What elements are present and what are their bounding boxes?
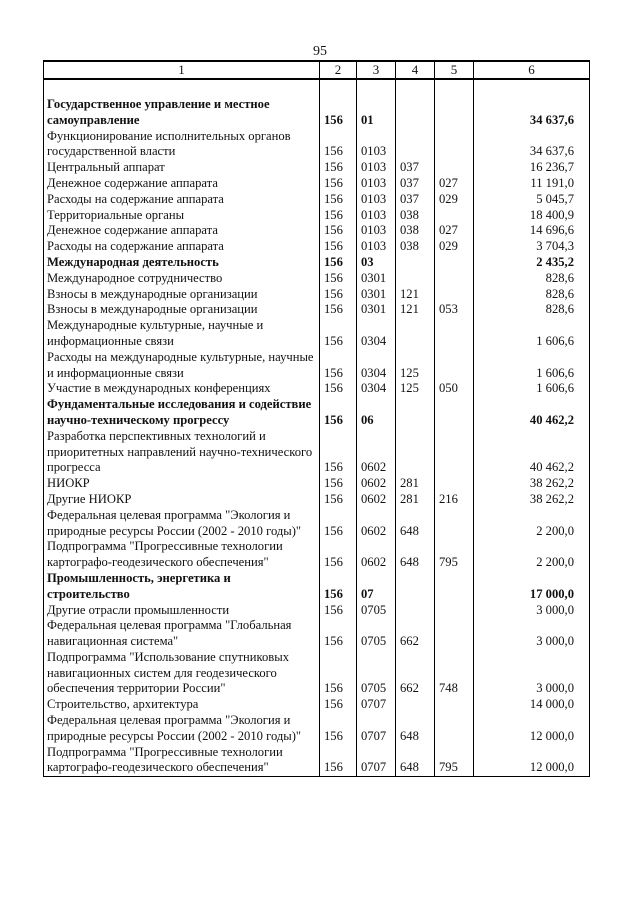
row-col-3: 0304 xyxy=(357,381,396,397)
column-header-1: 1 xyxy=(44,61,320,79)
row-col-4: 648 xyxy=(396,508,435,540)
table-row xyxy=(44,713,590,745)
row-amount: 38 262,2 xyxy=(474,492,590,508)
table-row xyxy=(44,129,590,161)
row-amount: 1 606,6 xyxy=(474,318,590,350)
row-col-3: 0705 xyxy=(357,603,396,619)
row-amount: 2 435,2 xyxy=(474,255,590,271)
column-header-2: 2 xyxy=(320,61,357,79)
row-col-2: 156 xyxy=(320,603,357,619)
row-col-3: 0301 xyxy=(357,271,396,287)
row-col-3: 0301 xyxy=(357,302,396,318)
row-col-2: 156 xyxy=(320,381,357,397)
row-col-2: 156 xyxy=(320,492,357,508)
row-col-4 xyxy=(396,271,435,287)
row-col-4: 038 xyxy=(396,239,435,255)
row-col-3: 06 xyxy=(357,397,396,429)
row-col-5: 027 xyxy=(435,176,474,192)
row-col-3: 0602 xyxy=(357,429,396,476)
row-name: Подпрограмма "Использование спутниковых навигационных систем для геодезического обеспечения территории России" xyxy=(44,650,320,697)
row-col-4: 648 xyxy=(396,745,435,777)
row-col-4: 037 xyxy=(396,160,435,176)
row-name: НИОКР xyxy=(44,476,320,492)
row-name: Расходы на содержание аппарата xyxy=(44,192,320,208)
table-row xyxy=(44,429,590,476)
row-col-2: 156 xyxy=(320,397,357,429)
row-amount: 1 606,6 xyxy=(474,381,590,397)
row-col-5 xyxy=(435,255,474,271)
row-col-3: 0705 xyxy=(357,618,396,650)
page-number: 95 xyxy=(313,44,327,59)
row-col-3: 0304 xyxy=(357,318,396,350)
row-amount: 828,6 xyxy=(474,287,590,303)
table-row xyxy=(44,239,590,255)
row-col-5: 795 xyxy=(435,539,474,571)
row-name: Федеральная целевая программа "Глобальная навигационная система" xyxy=(44,618,320,650)
row-col-4: 121 xyxy=(396,302,435,318)
row-col-2: 156 xyxy=(320,176,357,192)
budget-table xyxy=(43,60,590,777)
row-name: Участие в международных конференциях xyxy=(44,381,320,397)
row-col-4 xyxy=(396,97,435,129)
row-col-5 xyxy=(435,476,474,492)
row-col-5 xyxy=(435,318,474,350)
row-col-2: 156 xyxy=(320,697,357,713)
row-col-3: 0103 xyxy=(357,223,396,239)
row-col-4 xyxy=(396,429,435,476)
row-col-2: 156 xyxy=(320,302,357,318)
row-col-3: 0602 xyxy=(357,508,396,540)
row-amount: 14 000,0 xyxy=(474,697,590,713)
row-col-4 xyxy=(396,129,435,161)
row-col-2: 156 xyxy=(320,713,357,745)
table-row xyxy=(44,223,590,239)
row-col-5: 053 xyxy=(435,302,474,318)
row-col-3: 0707 xyxy=(357,745,396,777)
row-col-4 xyxy=(396,603,435,619)
table-body xyxy=(44,79,590,777)
row-name: Расходы на содержание аппарата xyxy=(44,239,320,255)
row-col-4: 648 xyxy=(396,713,435,745)
row-col-5 xyxy=(435,397,474,429)
row-amount: 34 637,6 xyxy=(474,129,590,161)
table-row xyxy=(44,176,590,192)
row-col-2: 156 xyxy=(320,97,357,129)
header-row xyxy=(44,61,590,79)
row-col-4: 125 xyxy=(396,381,435,397)
row-col-5: 216 xyxy=(435,492,474,508)
row-col-4: 648 xyxy=(396,539,435,571)
row-col-3: 0103 xyxy=(357,160,396,176)
row-col-3: 0103 xyxy=(357,129,396,161)
row-amount: 5 045,7 xyxy=(474,192,590,208)
row-col-5 xyxy=(435,618,474,650)
row-col-2: 156 xyxy=(320,287,357,303)
row-col-5 xyxy=(435,350,474,382)
row-amount: 17 000,0 xyxy=(474,571,590,603)
row-col-5 xyxy=(435,271,474,287)
row-col-4: 281 xyxy=(396,492,435,508)
table-row xyxy=(44,381,590,397)
row-amount: 14 696,6 xyxy=(474,223,590,239)
row-col-5 xyxy=(435,129,474,161)
row-col-3: 07 xyxy=(357,571,396,603)
table-row xyxy=(44,697,590,713)
row-col-5: 748 xyxy=(435,650,474,697)
row-col-5: 029 xyxy=(435,192,474,208)
row-name: Международные культурные, научные и информационные связи xyxy=(44,318,320,350)
row-col-4 xyxy=(396,318,435,350)
row-col-5 xyxy=(435,508,474,540)
row-amount: 3 000,0 xyxy=(474,603,590,619)
row-col-4: 038 xyxy=(396,208,435,224)
table-row xyxy=(44,618,590,650)
column-header-6: 6 xyxy=(474,61,590,79)
row-col-3: 0705 xyxy=(357,650,396,697)
row-amount: 828,6 xyxy=(474,302,590,318)
row-name: Промышленность, энергетика и строительство xyxy=(44,571,320,603)
row-col-2: 156 xyxy=(320,429,357,476)
row-col-3: 0602 xyxy=(357,476,396,492)
row-name: Расходы на международные культурные, научные и информационные связи xyxy=(44,350,320,382)
table-row xyxy=(44,476,590,492)
row-col-2: 156 xyxy=(320,476,357,492)
row-name: Федеральная целевая программа "Экология и природные ресурсы России (2002 - 2010 годы)" xyxy=(44,713,320,745)
row-amount: 828,6 xyxy=(474,271,590,287)
table-row xyxy=(44,539,590,571)
row-name: Центральный аппарат xyxy=(44,160,320,176)
row-name: Другие НИОКР xyxy=(44,492,320,508)
table-row xyxy=(44,97,590,129)
row-col-5 xyxy=(435,208,474,224)
table-row xyxy=(44,350,590,382)
row-col-4 xyxy=(396,255,435,271)
row-col-3: 0304 xyxy=(357,350,396,382)
row-col-4: 281 xyxy=(396,476,435,492)
row-amount: 2 200,0 xyxy=(474,539,590,571)
row-col-2: 156 xyxy=(320,223,357,239)
row-col-4 xyxy=(396,397,435,429)
row-col-2: 156 xyxy=(320,318,357,350)
row-col-5: 050 xyxy=(435,381,474,397)
row-col-5 xyxy=(435,697,474,713)
table-row xyxy=(44,508,590,540)
column-header-5: 5 xyxy=(435,61,474,79)
row-amount: 12 000,0 xyxy=(474,745,590,777)
row-name: Другие отрасли промышленности xyxy=(44,603,320,619)
row-col-2: 156 xyxy=(320,571,357,603)
table-row xyxy=(44,745,590,777)
row-col-2: 156 xyxy=(320,745,357,777)
row-col-5: 027 xyxy=(435,223,474,239)
table-row xyxy=(44,302,590,318)
table-row xyxy=(44,255,590,271)
row-col-2: 156 xyxy=(320,618,357,650)
table-row xyxy=(44,271,590,287)
row-col-5: 795 xyxy=(435,745,474,777)
row-col-2: 156 xyxy=(320,160,357,176)
spacer-row xyxy=(44,79,590,97)
row-col-5 xyxy=(435,287,474,303)
row-amount: 40 462,2 xyxy=(474,429,590,476)
table-row xyxy=(44,492,590,508)
row-col-2: 156 xyxy=(320,192,357,208)
row-col-3: 0103 xyxy=(357,176,396,192)
row-name: Международное сотрудничество xyxy=(44,271,320,287)
row-amount: 1 606,6 xyxy=(474,350,590,382)
row-col-2: 156 xyxy=(320,650,357,697)
row-amount: 40 462,2 xyxy=(474,397,590,429)
row-col-4: 037 xyxy=(396,176,435,192)
row-col-5: 029 xyxy=(435,239,474,255)
row-col-3: 0103 xyxy=(357,192,396,208)
row-amount: 38 262,2 xyxy=(474,476,590,492)
row-col-4 xyxy=(396,571,435,603)
row-col-5 xyxy=(435,571,474,603)
row-col-3: 03 xyxy=(357,255,396,271)
row-col-5 xyxy=(435,429,474,476)
row-name: Государственное управление и местное самоуправление xyxy=(44,97,320,129)
row-amount: 2 200,0 xyxy=(474,508,590,540)
row-col-4 xyxy=(396,697,435,713)
row-col-5 xyxy=(435,713,474,745)
row-col-2: 156 xyxy=(320,350,357,382)
row-name: Федеральная целевая программа "Экология и природные ресурсы России (2002 - 2010 годы)" xyxy=(44,508,320,540)
row-col-2: 156 xyxy=(320,539,357,571)
table-row xyxy=(44,287,590,303)
row-amount: 3 000,0 xyxy=(474,650,590,697)
table-row xyxy=(44,571,590,603)
row-name: Территориальные органы xyxy=(44,208,320,224)
row-col-2: 156 xyxy=(320,208,357,224)
table-row xyxy=(44,650,590,697)
row-amount: 34 637,6 xyxy=(474,97,590,129)
row-col-4: 662 xyxy=(396,618,435,650)
row-name: Денежное содержание аппарата xyxy=(44,223,320,239)
row-col-3: 0103 xyxy=(357,208,396,224)
row-amount: 11 191,0 xyxy=(474,176,590,192)
row-col-3: 0602 xyxy=(357,492,396,508)
row-col-5 xyxy=(435,603,474,619)
table-row xyxy=(44,318,590,350)
table-row xyxy=(44,160,590,176)
table-row xyxy=(44,208,590,224)
row-name: Взносы в международные организации xyxy=(44,302,320,318)
row-col-3: 0103 xyxy=(357,239,396,255)
row-col-4: 125 xyxy=(396,350,435,382)
row-name: Разработка перспективных технологий и приоритетных направлений научно-технического прогресса xyxy=(44,429,320,476)
row-col-3: 01 xyxy=(357,97,396,129)
row-col-3: 0707 xyxy=(357,697,396,713)
row-col-3: 0707 xyxy=(357,713,396,745)
table-row xyxy=(44,603,590,619)
row-col-5 xyxy=(435,97,474,129)
row-col-2: 156 xyxy=(320,508,357,540)
row-amount: 18 400,9 xyxy=(474,208,590,224)
row-name: Функционирование исполнительных органов государственной власти xyxy=(44,129,320,161)
row-col-2: 156 xyxy=(320,239,357,255)
row-col-4: 121 xyxy=(396,287,435,303)
table-row xyxy=(44,397,590,429)
row-name: Строительство, архитектура xyxy=(44,697,320,713)
row-name: Подпрограмма "Прогрессивные технологии картографо-геодезического обеспечения" xyxy=(44,745,320,777)
row-name: Подпрограмма "Прогрессивные технологии картографо-геодезического обеспечения" xyxy=(44,539,320,571)
row-col-2: 156 xyxy=(320,255,357,271)
row-col-2: 156 xyxy=(320,129,357,161)
row-col-3: 0602 xyxy=(357,539,396,571)
row-amount: 12 000,0 xyxy=(474,713,590,745)
row-amount: 3 704,3 xyxy=(474,239,590,255)
row-col-4: 662 xyxy=(396,650,435,697)
column-header-4: 4 xyxy=(396,61,435,79)
row-col-2: 156 xyxy=(320,271,357,287)
row-name: Взносы в международные организации xyxy=(44,287,320,303)
row-col-4: 037 xyxy=(396,192,435,208)
row-col-3: 0301 xyxy=(357,287,396,303)
row-name: Международная деятельность xyxy=(44,255,320,271)
row-col-4: 038 xyxy=(396,223,435,239)
row-col-5 xyxy=(435,160,474,176)
row-amount: 3 000,0 xyxy=(474,618,590,650)
row-name: Фундаментальные исследования и содействие научно-техническому прогрессу xyxy=(44,397,320,429)
column-header-3: 3 xyxy=(357,61,396,79)
row-amount: 16 236,7 xyxy=(474,160,590,176)
row-name: Денежное содержание аппарата xyxy=(44,176,320,192)
table-row xyxy=(44,192,590,208)
